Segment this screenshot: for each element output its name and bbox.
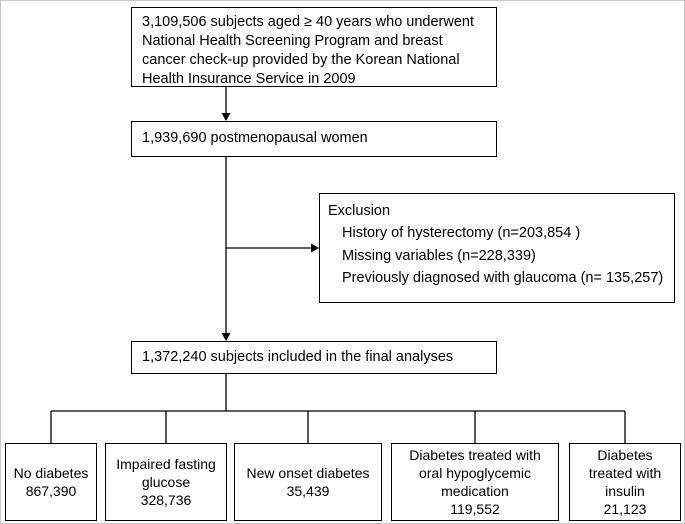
exclusion-item-glaucoma: Previously diagnosed with glaucoma (n= 135,257) bbox=[342, 270, 664, 287]
box-postmenopausal-women: 1,939,690 postmenopausal women bbox=[131, 121, 497, 157]
arrow-right-icon bbox=[311, 244, 319, 253]
group-value: 35,439 bbox=[286, 483, 330, 499]
box-group-insulin bbox=[569, 443, 681, 521]
box-group-new-onset-diabetes bbox=[234, 443, 382, 521]
exclusion-item-missing-variables: Missing variables (n=228,339) bbox=[342, 247, 536, 264]
group-label: Diabetes treated with oral hypoglycemic medication bbox=[409, 446, 541, 499]
group-value: 328,736 bbox=[140, 492, 192, 509]
group-value: 21,123 bbox=[603, 501, 647, 518]
group-value: 867,390 bbox=[25, 483, 77, 499]
exclusion-item-hysterectomy: History of hysterectomy (n=203,854 ) bbox=[342, 225, 581, 242]
group-label: New onset diabetes bbox=[246, 464, 370, 481]
box-exclusion bbox=[319, 193, 675, 303]
box-group-oral-hypoglycemic bbox=[391, 443, 559, 521]
arrow-down-icon bbox=[222, 113, 231, 121]
box-initial-cohort: 3,109,506 subjects aged ≥ 40 years who underwent National Health Screening Program and breast cancer check-up provided by the Korean National Health Insurance Service in 2009 bbox=[131, 7, 497, 87]
box-final-analyses: 1,372,240 subjects included in the final analyses bbox=[131, 341, 497, 374]
group-label: Diabetes treated with insulin bbox=[588, 446, 662, 499]
box-group-no-diabetes bbox=[5, 443, 97, 521]
box-group-impaired-fasting-glucose bbox=[105, 443, 227, 521]
group-label: Impaired fasting glucose bbox=[116, 455, 216, 490]
exclusion-title: Exclusion bbox=[328, 203, 391, 219]
group-label: No diabetes bbox=[13, 464, 89, 481]
group-value: 119,552 bbox=[450, 501, 500, 518]
arrow-down-icon bbox=[222, 333, 231, 341]
